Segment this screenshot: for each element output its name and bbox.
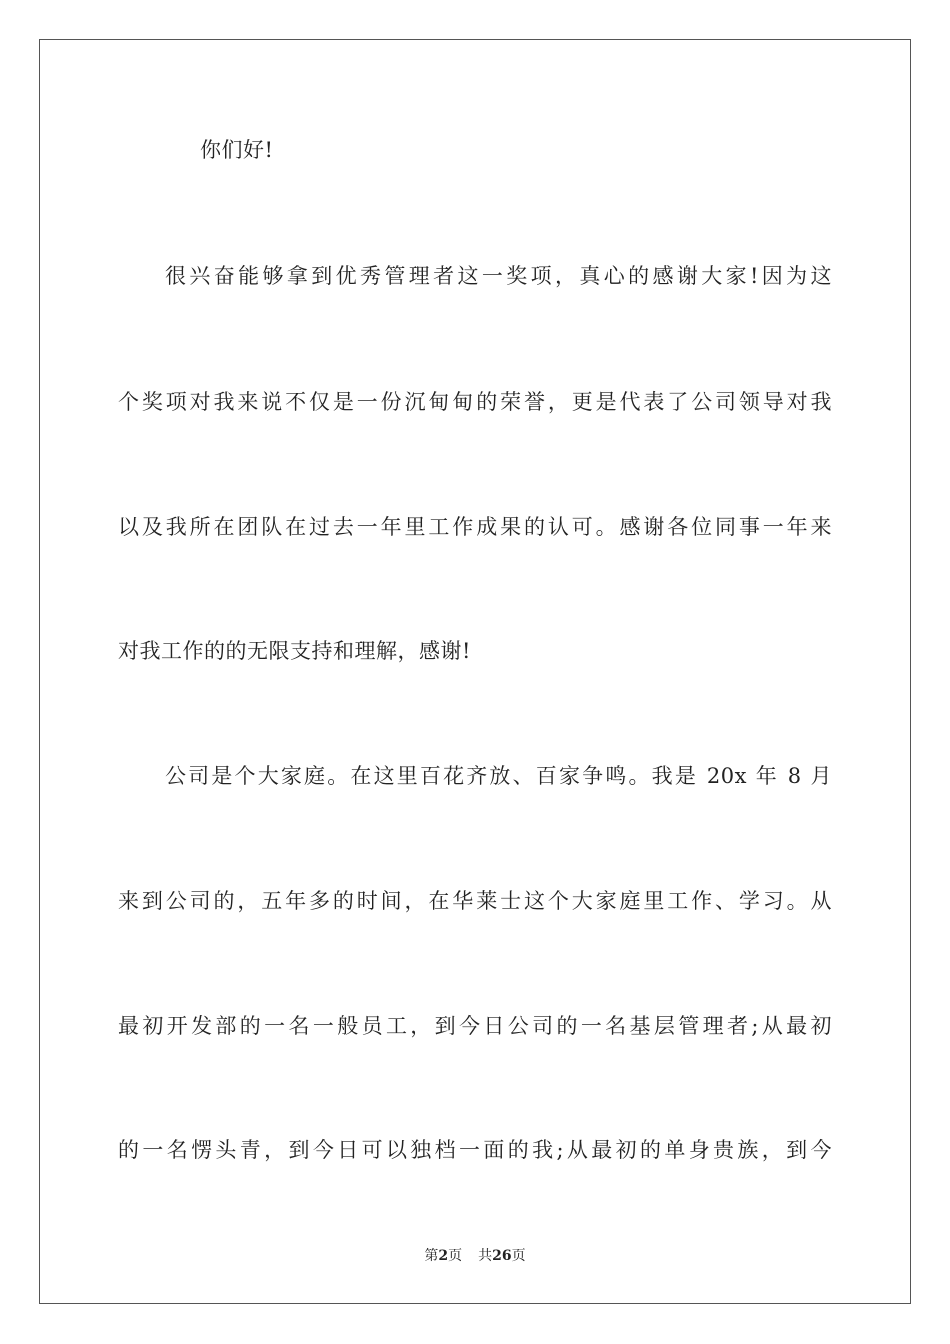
page-number-footer — [0, 1247, 950, 1265]
greeting-line: 你们好! — [200, 138, 274, 162]
page-prefix: 第 — [424, 1248, 439, 1264]
paragraph-line: 个奖项对我来说不仅是一份沉甸甸的荣誉，更是代表了公司领导对我 — [118, 390, 832, 414]
paragraph-line: 最初开发部的一名一般员工，到今日公司的一名基层管理者;从最初 — [118, 1014, 832, 1038]
total-unit: 页 — [511, 1248, 526, 1264]
paragraph-line: 对我工作的的无限支持和理解，感谢! — [118, 639, 471, 663]
page-border — [39, 39, 911, 1304]
page-total: 26 — [492, 1248, 512, 1264]
paragraph-line: 以及我所在团队在过去一年里工作成果的认可。感谢各位同事一年来 — [118, 515, 832, 539]
page-current: 2 — [438, 1248, 449, 1264]
page-unit: 页 — [448, 1248, 463, 1264]
paragraph-line: 的一名愣头青，到今日可以独档一面的我;从最初的单身贵族，到今 — [118, 1138, 832, 1162]
paragraph-line: 公司是个大家庭。在这里百花齐放、百家争鸣。我是 20x 年 8 月 — [165, 764, 832, 788]
paragraph-line: 很兴奋能够拿到优秀管理者这一奖项，真心的感谢大家!因为这 — [165, 264, 832, 288]
total-prefix: 共 — [478, 1248, 493, 1264]
paragraph-line: 来到公司的，五年多的时间，在华莱士这个大家庭里工作、学习。从 — [118, 889, 832, 913]
